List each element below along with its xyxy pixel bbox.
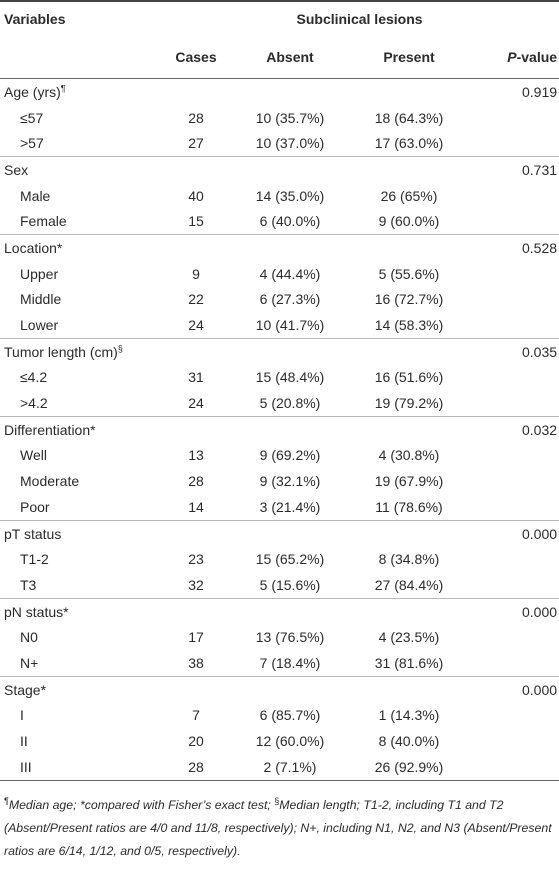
row-label: Upper: [20, 265, 59, 282]
p-value: 0.032: [470, 416, 559, 442]
header-absent: Absent: [232, 36, 348, 79]
category-empty-cell: [348, 416, 470, 442]
header-subclinical-lesions: [160, 1, 559, 36]
cases-cell: 28: [188, 473, 204, 490]
empty-p-cell: [470, 703, 559, 729]
empty-p-cell: [470, 650, 559, 676]
row-label: T1-2: [20, 551, 49, 568]
p-value: 0.000: [470, 676, 559, 702]
table-row: [0, 443, 559, 469]
category-row: [0, 676, 559, 702]
empty-p-cell: [470, 754, 559, 780]
table-row: [0, 546, 559, 572]
table-row: [0, 130, 559, 156]
present-cell: 4 (30.8%): [378, 447, 440, 464]
category-empty-cell: [348, 338, 470, 364]
category-empty-cell: [348, 157, 470, 183]
empty-p-cell: [470, 287, 559, 313]
empty-p-cell: [470, 183, 559, 209]
present-cell: 18 (64.3%): [374, 109, 444, 126]
header-variables: Variables: [0, 1, 160, 36]
row-label: T3: [20, 576, 37, 593]
table-body: [0, 79, 559, 781]
category-empty-cell: [232, 416, 348, 442]
table-row: [0, 728, 559, 754]
empty-p-cell: [470, 261, 559, 287]
absent-cell: 10 (37.0%): [255, 135, 325, 152]
present-cell: 26 (92.9%): [348, 754, 470, 780]
present-cell: 16 (72.7%): [374, 291, 444, 308]
present-cell: 8 (40.0%): [378, 733, 440, 750]
table-row: [0, 390, 559, 416]
cases-cell: 17: [188, 629, 204, 646]
cases-cell: 24: [188, 317, 204, 334]
category-empty-cell: [160, 598, 232, 624]
row-label: Well: [20, 447, 47, 464]
category-empty-cell: [232, 676, 348, 702]
present-cell: 31 (81.6%): [374, 654, 444, 671]
cases-cell: 22: [188, 291, 204, 308]
absent-cell: 12 (60.0%): [255, 733, 325, 750]
cases-cell: 28: [188, 109, 204, 126]
row-label: Male: [20, 187, 51, 204]
cases-cell: 32: [188, 576, 204, 593]
present-cell: 1 (14.3%): [378, 707, 440, 724]
table-row: [0, 494, 559, 520]
category-empty-cell: [160, 676, 232, 702]
category-footnote-mark: §: [117, 343, 123, 354]
table-row: [0, 624, 559, 650]
absent-cell: 14 (35.0%): [255, 187, 325, 204]
category-empty-cell: [232, 79, 348, 105]
cases-cell: 40: [188, 187, 204, 204]
row-label: I: [20, 707, 24, 724]
present-cell: 11 (78.6%): [375, 498, 443, 515]
category-row: [0, 235, 559, 261]
category-row: [0, 338, 559, 364]
category-label: [0, 157, 160, 183]
category-row: [0, 79, 559, 105]
category-row: [0, 598, 559, 624]
present-cell: 8 (34.8%): [378, 551, 440, 568]
category-label-text: Location*: [4, 239, 63, 256]
empty-p-cell: [470, 728, 559, 754]
category-empty-cell: [232, 338, 348, 364]
category-label: [0, 79, 160, 105]
category-empty-cell: [160, 520, 232, 546]
table-row: [0, 261, 559, 287]
cases-cell: 24: [188, 395, 204, 412]
cases-cell: 28: [160, 754, 232, 780]
table-row: [0, 754, 559, 780]
category-label: [0, 520, 160, 546]
category-label-text: Stage*: [4, 681, 47, 698]
table-footnote: [4, 794, 556, 863]
cases-cell: 23: [188, 551, 204, 568]
empty-p-cell: [470, 546, 559, 572]
header-blank: [0, 36, 160, 79]
category-row: [0, 520, 559, 546]
present-cell: 26 (65%): [380, 187, 438, 204]
empty-p-cell: [470, 572, 559, 598]
present-cell: 19 (67.9%): [374, 473, 444, 490]
empty-p-cell: [470, 365, 559, 391]
absent-cell: 9 (32.1%): [259, 473, 321, 490]
present-cell: 19 (79.2%): [374, 395, 444, 412]
cases-cell: 14: [188, 498, 204, 515]
category-label-text: Sex: [4, 161, 29, 178]
table-row: [0, 365, 559, 391]
present-cell: 4 (23.5%): [378, 629, 440, 646]
category-empty-cell: [232, 598, 348, 624]
category-empty-cell: [348, 79, 470, 105]
row-label: Female: [20, 213, 67, 230]
category-empty-cell: [160, 338, 232, 364]
cases-cell: 38: [188, 654, 204, 671]
category-empty-cell: [160, 157, 232, 183]
category-row: [0, 416, 559, 442]
table-row: [0, 703, 559, 729]
absent-cell: 10 (41.7%): [255, 317, 325, 334]
category-footnote-mark: ¶: [60, 83, 66, 94]
category-empty-cell: [348, 520, 470, 546]
absent-cell: 9 (69.2%): [259, 447, 321, 464]
header-row-top: [0, 1, 559, 36]
present-cell: 16 (51.6%): [374, 369, 444, 386]
empty-p-cell: [470, 105, 559, 131]
absent-cell: 4 (44.4%): [259, 265, 321, 282]
cases-cell: 20: [188, 733, 204, 750]
category-empty-cell: [348, 676, 470, 702]
category-label-text: Age (yrs): [4, 83, 61, 100]
present-cell: 9 (60.0%): [378, 213, 440, 230]
empty-p-cell: [470, 390, 559, 416]
empty-p-cell: [470, 208, 559, 234]
absent-cell: 15 (65.2%): [255, 551, 325, 568]
absent-cell: 2 (7.1%): [232, 754, 348, 780]
row-label: >57: [20, 135, 44, 152]
cases-cell: 9: [192, 265, 200, 282]
empty-p-cell: [470, 468, 559, 494]
row-label: Middle: [20, 291, 62, 308]
p-value: 0.035: [470, 338, 559, 364]
present-cell: 27 (84.4%): [374, 576, 444, 593]
empty-p-cell: [470, 624, 559, 650]
category-label-text: pN status*: [4, 603, 69, 620]
present-cell: 5 (55.6%): [378, 265, 440, 282]
row-label: III: [0, 754, 160, 780]
row-label: Poor: [20, 498, 50, 515]
table-row: [0, 208, 559, 234]
absent-cell: 5 (20.8%): [259, 395, 321, 412]
category-label: [0, 338, 160, 364]
category-label: [0, 598, 160, 624]
table-row: [0, 468, 559, 494]
absent-cell: 6 (40.0%): [259, 213, 321, 230]
row-label: N0: [20, 629, 38, 646]
absent-cell: 5 (15.6%): [259, 576, 321, 593]
footnote-part1: Median age; *compared with Fisher’s exact test;: [8, 798, 275, 812]
row-label: Moderate: [20, 473, 80, 490]
present-cell: 17 (63.0%): [374, 135, 444, 152]
category-label: [0, 416, 160, 442]
empty-p-cell: [470, 494, 559, 520]
cases-cell: 15: [188, 213, 204, 230]
table-row: [0, 105, 559, 131]
table-row: [0, 312, 559, 338]
absent-cell: 10 (35.7%): [255, 109, 325, 126]
empty-p-cell: [470, 443, 559, 469]
header-present: Present: [348, 36, 470, 79]
cases-cell: 13: [188, 447, 204, 464]
present-cell: 14 (58.3%): [374, 317, 444, 334]
footnote-mark-section: §: [274, 795, 280, 806]
empty-p-cell: [470, 130, 559, 156]
header-row-columns: [0, 36, 559, 79]
footnote-mark-pilcrow: ¶: [4, 795, 9, 806]
table-row: [0, 650, 559, 676]
category-label-text: Differentiation*: [4, 421, 96, 438]
cases-cell: 7: [192, 707, 200, 724]
row-label: ≤57: [20, 109, 44, 126]
p-value: 0.000: [470, 520, 559, 546]
absent-cell: 6 (85.7%): [259, 707, 321, 724]
row-label: N+: [20, 654, 39, 671]
p-value: 0.000: [470, 598, 559, 624]
category-label: [0, 235, 160, 261]
category-empty-cell: [160, 79, 232, 105]
empty-p-cell: [470, 312, 559, 338]
header-cases: Cases: [160, 36, 232, 79]
category-empty-cell: [348, 598, 470, 624]
category-empty-cell: [232, 235, 348, 261]
row-label: Lower: [20, 317, 59, 334]
absent-cell: 7 (18.4%): [259, 654, 321, 671]
category-label-text: Tumor length (cm): [4, 343, 118, 360]
absent-cell: 3 (21.4%): [259, 498, 321, 515]
category-row: [0, 157, 559, 183]
absent-cell: 15 (48.4%): [255, 369, 325, 386]
header-group-label: Subclinical lesions: [296, 11, 423, 27]
cases-cell: 31: [188, 369, 204, 386]
cases-cell: 27: [188, 135, 204, 152]
absent-cell: 13 (76.5%): [255, 629, 325, 646]
category-empty-cell: [348, 235, 470, 261]
header-p-italic: P: [507, 49, 517, 65]
category-empty-cell: [160, 235, 232, 261]
p-value: 0.528: [470, 235, 559, 261]
header-p-rest: -value: [516, 49, 558, 65]
category-empty-cell: [232, 520, 348, 546]
row-label: ≤4.2: [20, 369, 48, 386]
p-value: 0.919: [470, 79, 559, 105]
row-label: >4.2: [20, 395, 48, 412]
row-label: II: [20, 733, 28, 750]
category-empty-cell: [232, 157, 348, 183]
header-p-value: [470, 36, 559, 79]
category-label: [0, 676, 160, 702]
table-row: [0, 572, 559, 598]
p-value: 0.731: [470, 157, 559, 183]
footnote-part2: Median length; T1-2, including T1 and T2 (Absent/Present ratios are 4/0 and 11/8, respectively); N+, including N1, N2, and N3 (Absent/Present ratios are 6/14, 1/12, and 0/5, respectively).: [4, 798, 552, 858]
category-empty-cell: [160, 416, 232, 442]
table-row: [0, 287, 559, 313]
absent-cell: 6 (27.3%): [259, 291, 321, 308]
table-row: [0, 183, 559, 209]
category-label-text: pT status: [4, 525, 62, 542]
